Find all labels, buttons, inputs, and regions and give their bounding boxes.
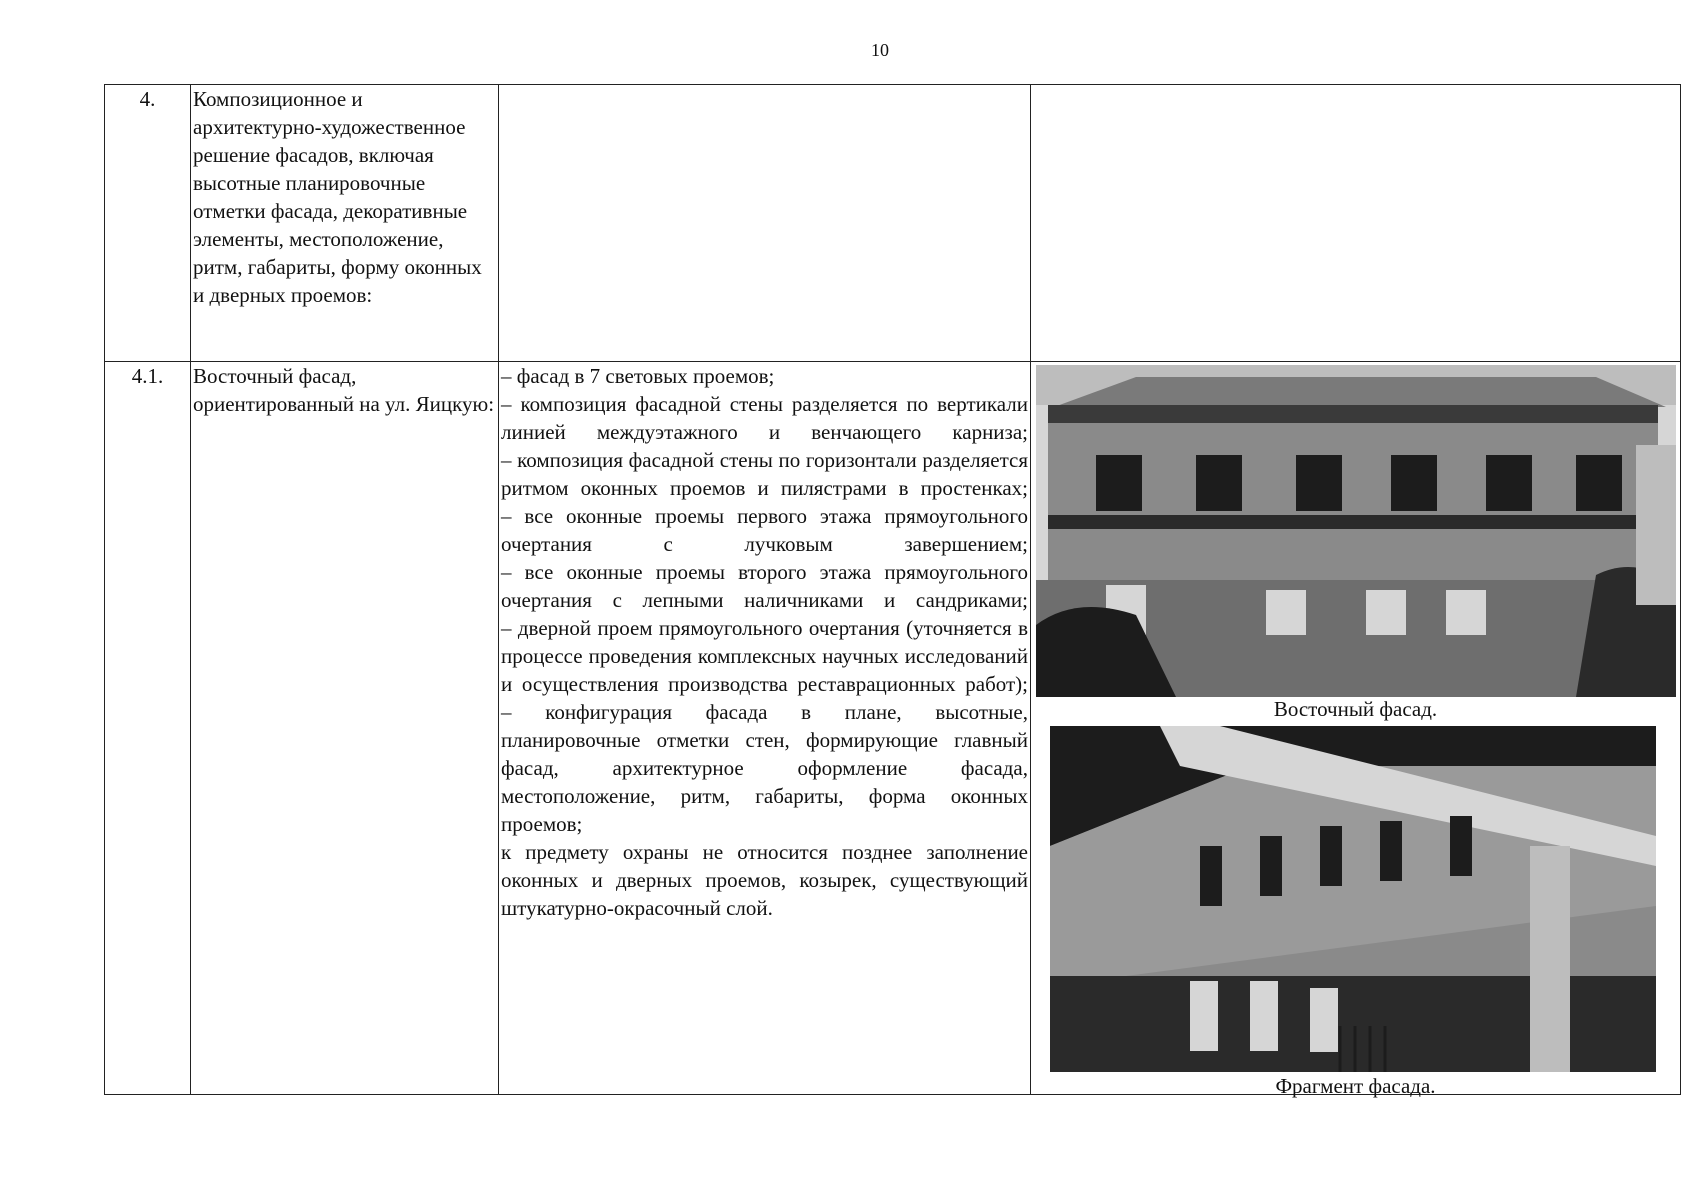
row-number: 4. bbox=[105, 85, 191, 362]
photo-caption: Фрагмент фасада. bbox=[1275, 1074, 1436, 1098]
description-item: – фасад в 7 световых проемов; bbox=[501, 364, 775, 388]
east-facade-photo bbox=[1036, 365, 1676, 697]
description-item: – конфигурация фасада в плане, высотные, планировочные отметки стен, формирующие главный фасад, архитектурное оформление фасада, местоположение, ритм, габариты, форма оконных проемов; bbox=[501, 700, 1028, 836]
description-item: – дверной проем прямоугольного очертания (уточняется в процессе проведения комплексных научных исследований и осуществления производства реставрационных работ); bbox=[501, 616, 1028, 696]
row-number: 4.1. bbox=[105, 362, 191, 1095]
row-description bbox=[499, 362, 1031, 1095]
table-row-4 bbox=[105, 85, 1681, 362]
table-row-4-1 bbox=[105, 362, 1681, 1095]
description-item: к предмету охраны не относится позднее заполнение оконных и дверных проемов, козырек, существующий штукатурно-окрасочный слой. bbox=[501, 840, 1028, 920]
row-images-empty bbox=[1031, 85, 1681, 362]
description-item: – все оконные проемы второго этажа прямоугольного очертания с лепными наличниками и сандриками; bbox=[501, 560, 1028, 612]
heritage-table bbox=[104, 84, 1681, 1098]
description-item: – композиция фасадной стены разделяется по вертикали линией междуэтажного и венчающего карниза; bbox=[501, 392, 1028, 444]
row-name: Восточный фасад, ориентированный на ул. Яицкую: bbox=[191, 362, 499, 1095]
description-item: – все оконные проемы первого этажа прямоугольного очертания с лучковым завершением; bbox=[501, 504, 1028, 556]
photo-caption: Восточный фасад. bbox=[1273, 697, 1438, 721]
row-description-empty bbox=[499, 85, 1031, 362]
facade-fragment-photo bbox=[1050, 726, 1656, 1072]
row-name: Композиционное и архитектурно-художественное решение фасадов, включая высотные планировочные отметки фасада, декоративные элементы, местоположение, ритм, габариты, форму оконных и дверных проемов: bbox=[191, 85, 499, 362]
row-images bbox=[1031, 362, 1681, 1098]
description-item: – композиция фасадной стены по горизонтали разделяется ритмом оконных проемов и пилястрами в простенках; bbox=[501, 448, 1028, 500]
page-number: 10 bbox=[871, 40, 889, 60]
